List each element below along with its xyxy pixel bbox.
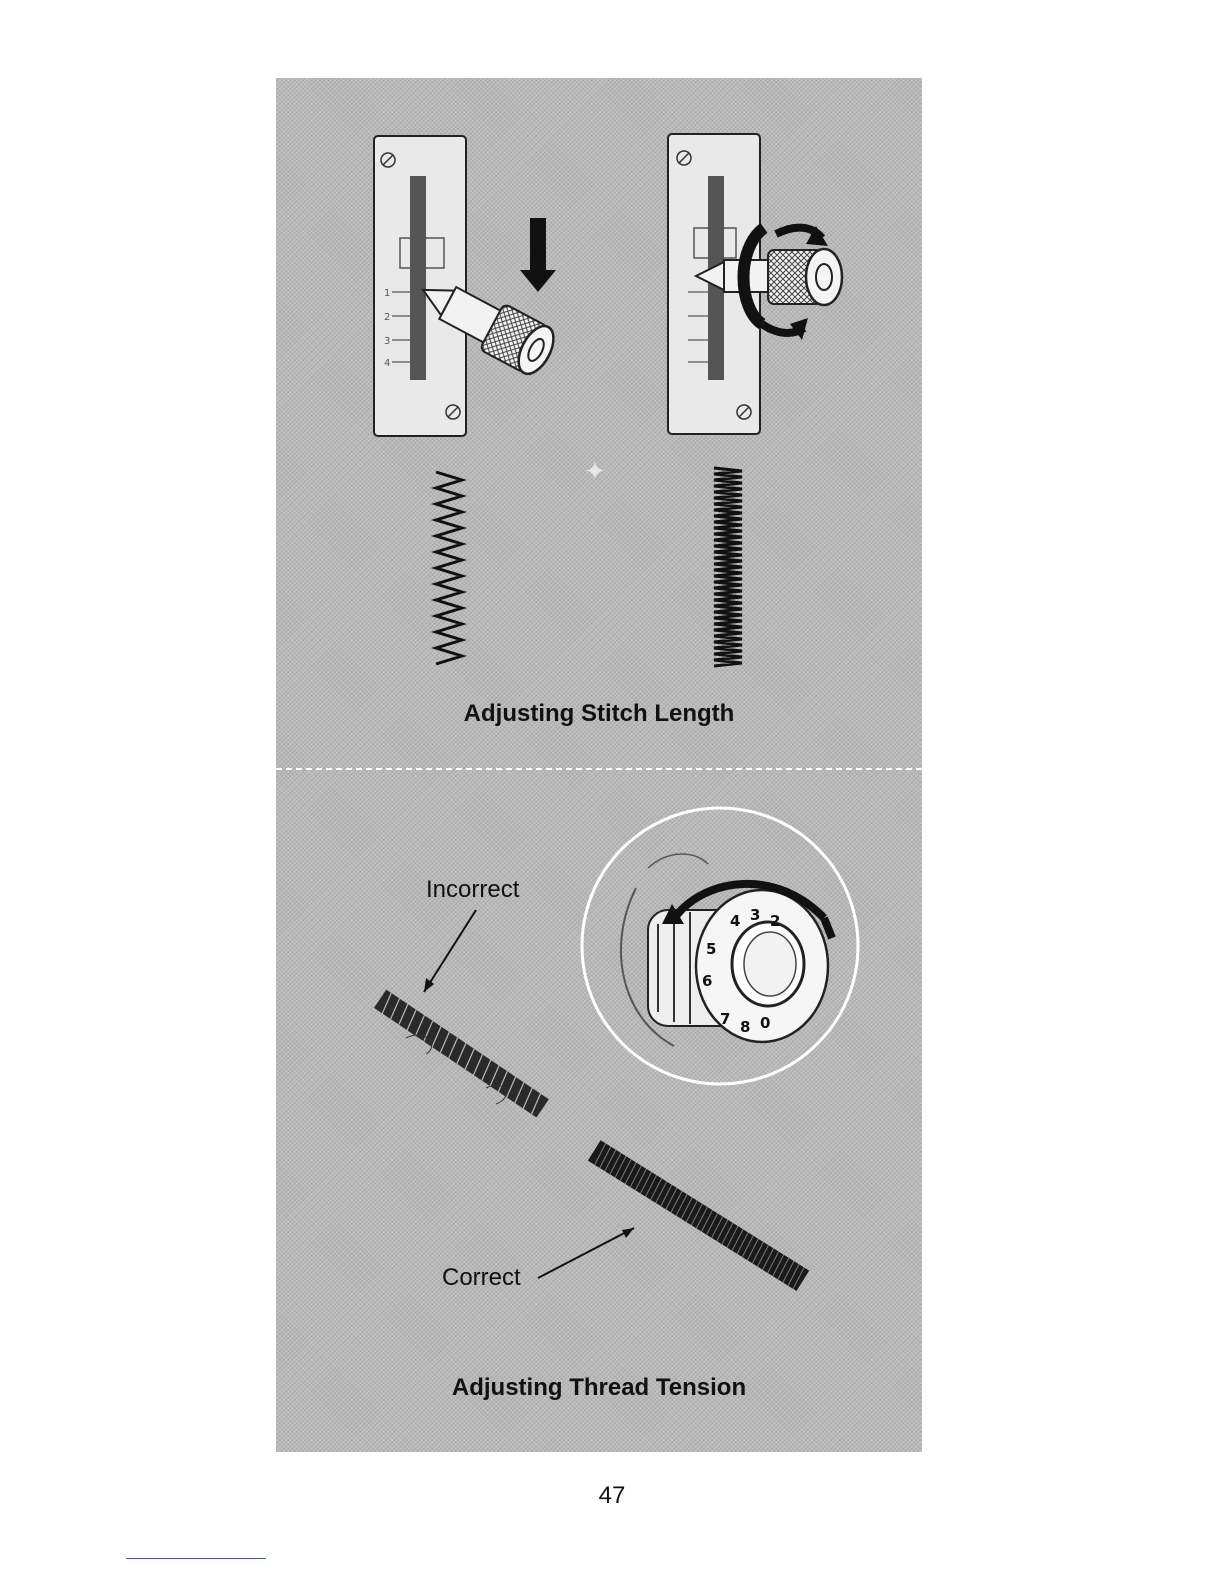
illustration-artwork (276, 78, 922, 1452)
stitch-length-plate-right (668, 134, 842, 434)
incorrect-pointer-line (424, 910, 476, 992)
dial-number: 7 (720, 1010, 731, 1028)
page-number: 47 (598, 1482, 626, 1509)
zigzag-stitch-short (714, 468, 742, 666)
svg-text:1: 1 (384, 288, 391, 299)
correct-label: Correct (442, 1264, 521, 1291)
svg-text:2: 2 (384, 312, 391, 323)
svg-text:4: 4 (384, 358, 391, 369)
stitch-length-plate-left (374, 136, 561, 436)
stitch-length-caption: Adjusting Stitch Length (463, 700, 735, 727)
incorrect-stitch-band (374, 990, 549, 1118)
illustration-panel (276, 78, 922, 1452)
incorrect-label: Incorrect (426, 876, 520, 903)
dial-number: 0 (760, 1014, 771, 1032)
correct-stitch-band (588, 1140, 809, 1291)
svg-text:3: 3 (384, 336, 391, 347)
thread-tension-caption: Adjusting Thread Tension (451, 1374, 747, 1401)
dial-number: 6 (702, 972, 713, 990)
footer-rule (126, 1558, 266, 1559)
dial-number: 5 (706, 940, 717, 958)
svg-text:✦: ✦ (584, 457, 606, 487)
dial-number: 2 (770, 912, 781, 930)
zigzag-stitch-long (436, 472, 462, 664)
section-divider (276, 768, 922, 770)
dial-number: 8 (740, 1018, 751, 1036)
dial-number: 3 (750, 906, 761, 924)
arrow-down-icon (520, 218, 556, 292)
tension-dial-icon (582, 808, 858, 1084)
dial-number: 4 (730, 912, 741, 930)
correct-pointer-line (538, 1228, 634, 1278)
